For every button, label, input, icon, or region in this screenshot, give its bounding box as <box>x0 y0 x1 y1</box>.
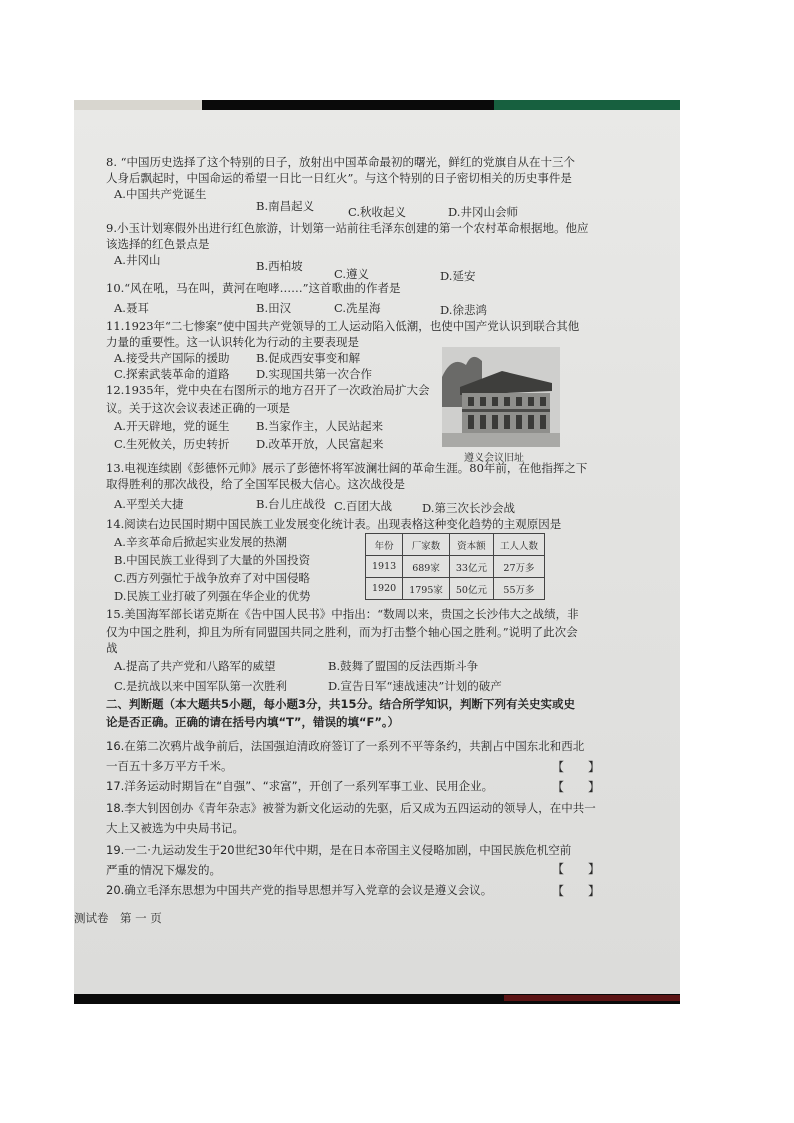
table-cell: 55万多 <box>493 578 544 600</box>
q13-option-d: D.第三次长沙会战 <box>422 501 515 515</box>
table-cell: 27万多 <box>493 556 544 578</box>
q9-option-c: C.遵义 <box>334 267 370 281</box>
q18-line1: 18.李大钊因创办《青年杂志》被誉为新文化运动的先驱，后又成为五四运动的领导人，在中共一 <box>106 801 596 815</box>
q12-option-d: D.改革开放，人民富起来 <box>256 437 384 451</box>
q13-stem-line1: 13.电视连续剧《彭德怀元帅》展示了彭德怀将军波澜壮阔的革命生涯。80年前，在他指挥之下 <box>106 461 588 475</box>
q14-option-a: A.辛亥革命后掀起实业发展的热潮 <box>114 535 287 549</box>
q15-option-c: C.是抗战以来中国军队第一次胜利 <box>114 679 288 693</box>
q13-option-a: A.平型关大捷 <box>114 497 184 511</box>
q12-option-c: C.生死攸关，历史转折 <box>114 437 230 451</box>
q16-answer-bracket[interactable]: 【 】 <box>552 760 601 774</box>
page-footer: 测试卷 第 一 页 <box>74 911 162 925</box>
q8-option-a: A.中国共产党诞生 <box>114 187 207 201</box>
q9-option-b: B.西柏坡 <box>256 259 303 273</box>
q9-stem-line1: 9.小玉计划寒假外出进行红色旅游，计划第一站前往毛泽东创建的第一个农村革命根据地。他应 <box>106 221 589 235</box>
table-header-cell: 年份 <box>366 534 403 556</box>
q11-option-c: C.探索武装革命的道路 <box>114 367 230 381</box>
zunyi-meeting-site-photo <box>442 347 560 447</box>
table-header-cell: 资本额 <box>449 534 493 556</box>
table-cell: 50亿元 <box>449 578 493 600</box>
q12-option-a: A.开天辟地，党的诞生 <box>114 419 230 433</box>
q9-stem-line2: 该选择的红色景点是 <box>106 237 210 251</box>
q18-line2: 大上又被选为中央局书记。 <box>106 821 244 835</box>
table-cell: 33亿元 <box>449 556 493 578</box>
table-cell: 1795家 <box>403 578 450 600</box>
q14-option-b: B.中国民族工业得到了大量的外国投资 <box>114 553 311 567</box>
q11-option-d: D.实现国共第一次合作 <box>256 367 372 381</box>
q16-line2: 一百五十多万平方千米。 <box>106 759 233 773</box>
q8-stem-line1: 8. “中国历史选择了这个特别的日子，放射出中国革命最初的曙光，鲜红的党旗自从在十三个 <box>106 155 576 169</box>
q15-option-b: B.鼓舞了盟国的反法西斯斗争 <box>328 659 479 673</box>
q14-option-d: D.民族工业打破了列强在华企业的优势 <box>114 589 311 603</box>
q10-option-b: B.田汉 <box>256 301 292 315</box>
q17-answer-bracket[interactable]: 【 】 <box>552 780 601 794</box>
q19-line2: 严重的情况下爆发的。 <box>106 863 221 877</box>
q9-option-d: D.延安 <box>440 269 476 283</box>
table-row <box>366 556 545 578</box>
q8-option-b: B.南昌起义 <box>256 199 315 213</box>
q10-option-d: D.徐悲鸿 <box>440 303 487 317</box>
table-header-cell: 工人人数 <box>493 534 544 556</box>
q11-option-b: B.促成西安事变和解 <box>256 351 361 365</box>
q9-option-a: A.井冈山 <box>114 253 161 267</box>
q13-option-c: C.百团大战 <box>334 499 393 513</box>
q8-option-d: D.井冈山会师 <box>448 205 518 219</box>
q10-option-c: C.冼星海 <box>334 301 381 315</box>
q20-line1: 20.确立毛泽东思想为中国共产党的指导思想并写入党章的会议是遵义会议。 <box>106 883 493 897</box>
q14-stem: 14.阅读右边民国时期中国民族工业发展变化统计表。出现表格这种变化趋势的主观原因是 <box>106 517 562 531</box>
section2-heading-line1: 二、判断题（本大题共5小题，每小题3分，共15分。结合所学知识，判断下列有关史实或史 <box>106 697 576 711</box>
q13-stem-line2: 取得胜利的那次战役，给了全国军民极大信心。这次战役是 <box>106 477 405 491</box>
exam-paper <box>74 110 680 994</box>
q15-stem-line3: 战 <box>106 641 118 655</box>
table-header-cell: 厂家数 <box>403 534 450 556</box>
section2-heading-line2: 论是否正确。正确的请在括号内填“T”，错误的填“F”。） <box>106 715 400 729</box>
q15-stem-line2: 仅为中国之胜利，抑且为所有同盟国共同之胜利，而为打击整个轴心国之胜利。”说明了此次会 <box>106 625 578 639</box>
q19-line1: 19.一二·九运动发生于20世纪30年代中期，是在日本帝国主义侵略加剧，中国民族危机空前 <box>106 843 572 857</box>
q14-option-c: C.西方列强忙于战争放弃了对中国侵略 <box>114 571 311 585</box>
photo-frame <box>74 100 680 1004</box>
q11-stem-line1: 11.1923年“二七惨案”使中国共产党领导的工人运动陷入低潮，也使中国产党认识到联合其他 <box>106 319 580 333</box>
table-row <box>366 578 545 600</box>
q8-stem-line2: 人身后飘起时，中国命运的希望一日比一日红火”。与这个特别的日子密切相关的历史事件是 <box>106 171 572 185</box>
q12-image-caption: 遵义会议旧址 <box>464 453 524 464</box>
q10-option-a: A.聂耳 <box>114 301 149 315</box>
table-cell: 1920 <box>366 578 403 600</box>
q10-stem: 10.“风在吼，马在叫，黄河在咆哮……”这首歌曲的作者是 <box>106 281 401 295</box>
q8-option-c: C.秋收起义 <box>348 205 407 219</box>
q15-option-a: A.提高了共产党和八路军的威望 <box>114 659 276 673</box>
industry-stats-table <box>365 533 545 600</box>
q11-stem-line2: 力量的重要性。这一认识转化为行动的主要表现是 <box>106 335 359 349</box>
q16-line1: 16.在第二次鸦片战争前后，法国强迫清政府签订了一系列不平等条约，共割占中国东北和西北 <box>106 739 585 753</box>
q15-option-d: D.宣告日军“速战速决”计划的破产 <box>328 679 502 693</box>
q11-option-a: A.接受共产国际的援助 <box>114 351 230 365</box>
q12-stem-line1: 12.1935年，党中央在右图所示的地方召开了一次政治局扩大会 <box>106 383 430 397</box>
q15-stem-line1: 15.美国海军部长诺克斯在《告中国人民书》中指出：“数周以来，贵国之长沙伟大之战绩，非 <box>106 607 579 621</box>
table-cell: 689家 <box>403 556 450 578</box>
table-cell: 1913 <box>366 556 403 578</box>
q17-line1: 17.洋务运动时期旨在“自强”、“求富”，开创了一系列军事工业、民用企业。 <box>106 779 494 793</box>
q12-option-b: B.当家作主，人民站起来 <box>256 419 384 433</box>
q19-answer-bracket[interactable]: 【 】 <box>552 862 601 876</box>
q20-answer-bracket[interactable]: 【 】 <box>552 884 601 898</box>
background-red-object <box>504 995 680 1001</box>
q13-option-b: B.台儿庄战役 <box>256 497 326 511</box>
q12-stem-line2: 议。关于这次会议表述正确的一项是 <box>106 401 290 415</box>
table-header-row <box>366 534 545 556</box>
